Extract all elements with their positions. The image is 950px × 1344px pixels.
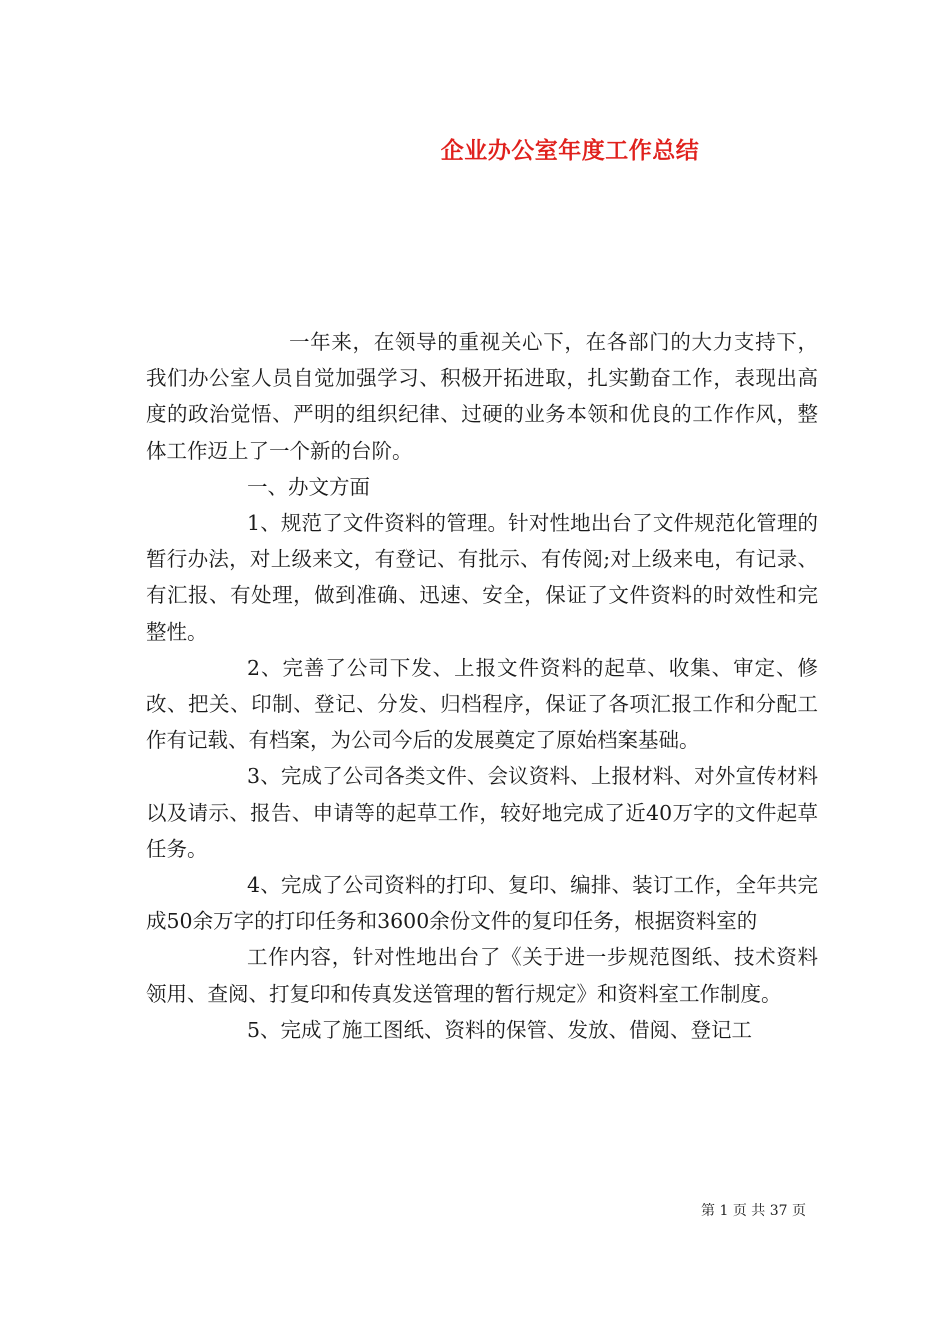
paragraph-item-4: 4、完成了公司资料的打印、复印、编排、装订工作，全年共完成50余万字的打印任务和3600余份文件的复印任务，根据资料室的 <box>146 873 818 934</box>
page-number-footer: 第 1 页 共 37 页 <box>701 1203 806 1219</box>
paragraph-intro: 一年来，在领导的重视关心下，在各部门的大力支持下，我们办公室人员自觉加强学习、积极开拓进取，扎实勤奋工作，表现出高度的政治觉悟、严明的组织纪律、过硬的业务本领和优良的工作作风，整体工作迈上了一个新的台阶。 <box>146 330 818 463</box>
document-body <box>146 324 818 1048</box>
section-heading-office-docs: 一、办文方面 <box>247 474 370 499</box>
paragraph-item-5: 5、完成了施工图纸、资料的保管、发放、借阅、登记工 <box>247 1017 753 1042</box>
paragraph-item-1: 1、规范了文件资料的管理。针对性地出台了文件规范化管理的暂行办法，对上级来文，有登记、有批示、有传阅;对上级来电，有记录、有汇报、有处理，做到准确、迅速、安全，保证了文件资料的时效性和完整性。 <box>146 511 818 644</box>
paragraph-item-3: 3、完成了公司各类文件、会议资料、上报材料、对外宣传材料以及请示、报告、申请等的起草工作，较好地完成了近40万字的文件起草任务。 <box>146 764 818 861</box>
paragraph-item-4-continued: 工作内容，针对性地出台了《关于进一步规范图纸、技术资料领用、查阅、打复印和传真发送管理的暂行规定》和资料室工作制度。 <box>146 945 818 1006</box>
document-title: 企业办公室年度工作总结 <box>440 137 700 164</box>
paragraph-item-2: 2、完善了公司下发、上报文件资料的起草、收集、审定、修改、把关、印制、登记、分发、归档程序，保证了各项汇报工作和分配工作有记载、有档案，为公司今后的发展奠定了原始档案基础。 <box>146 655 818 753</box>
